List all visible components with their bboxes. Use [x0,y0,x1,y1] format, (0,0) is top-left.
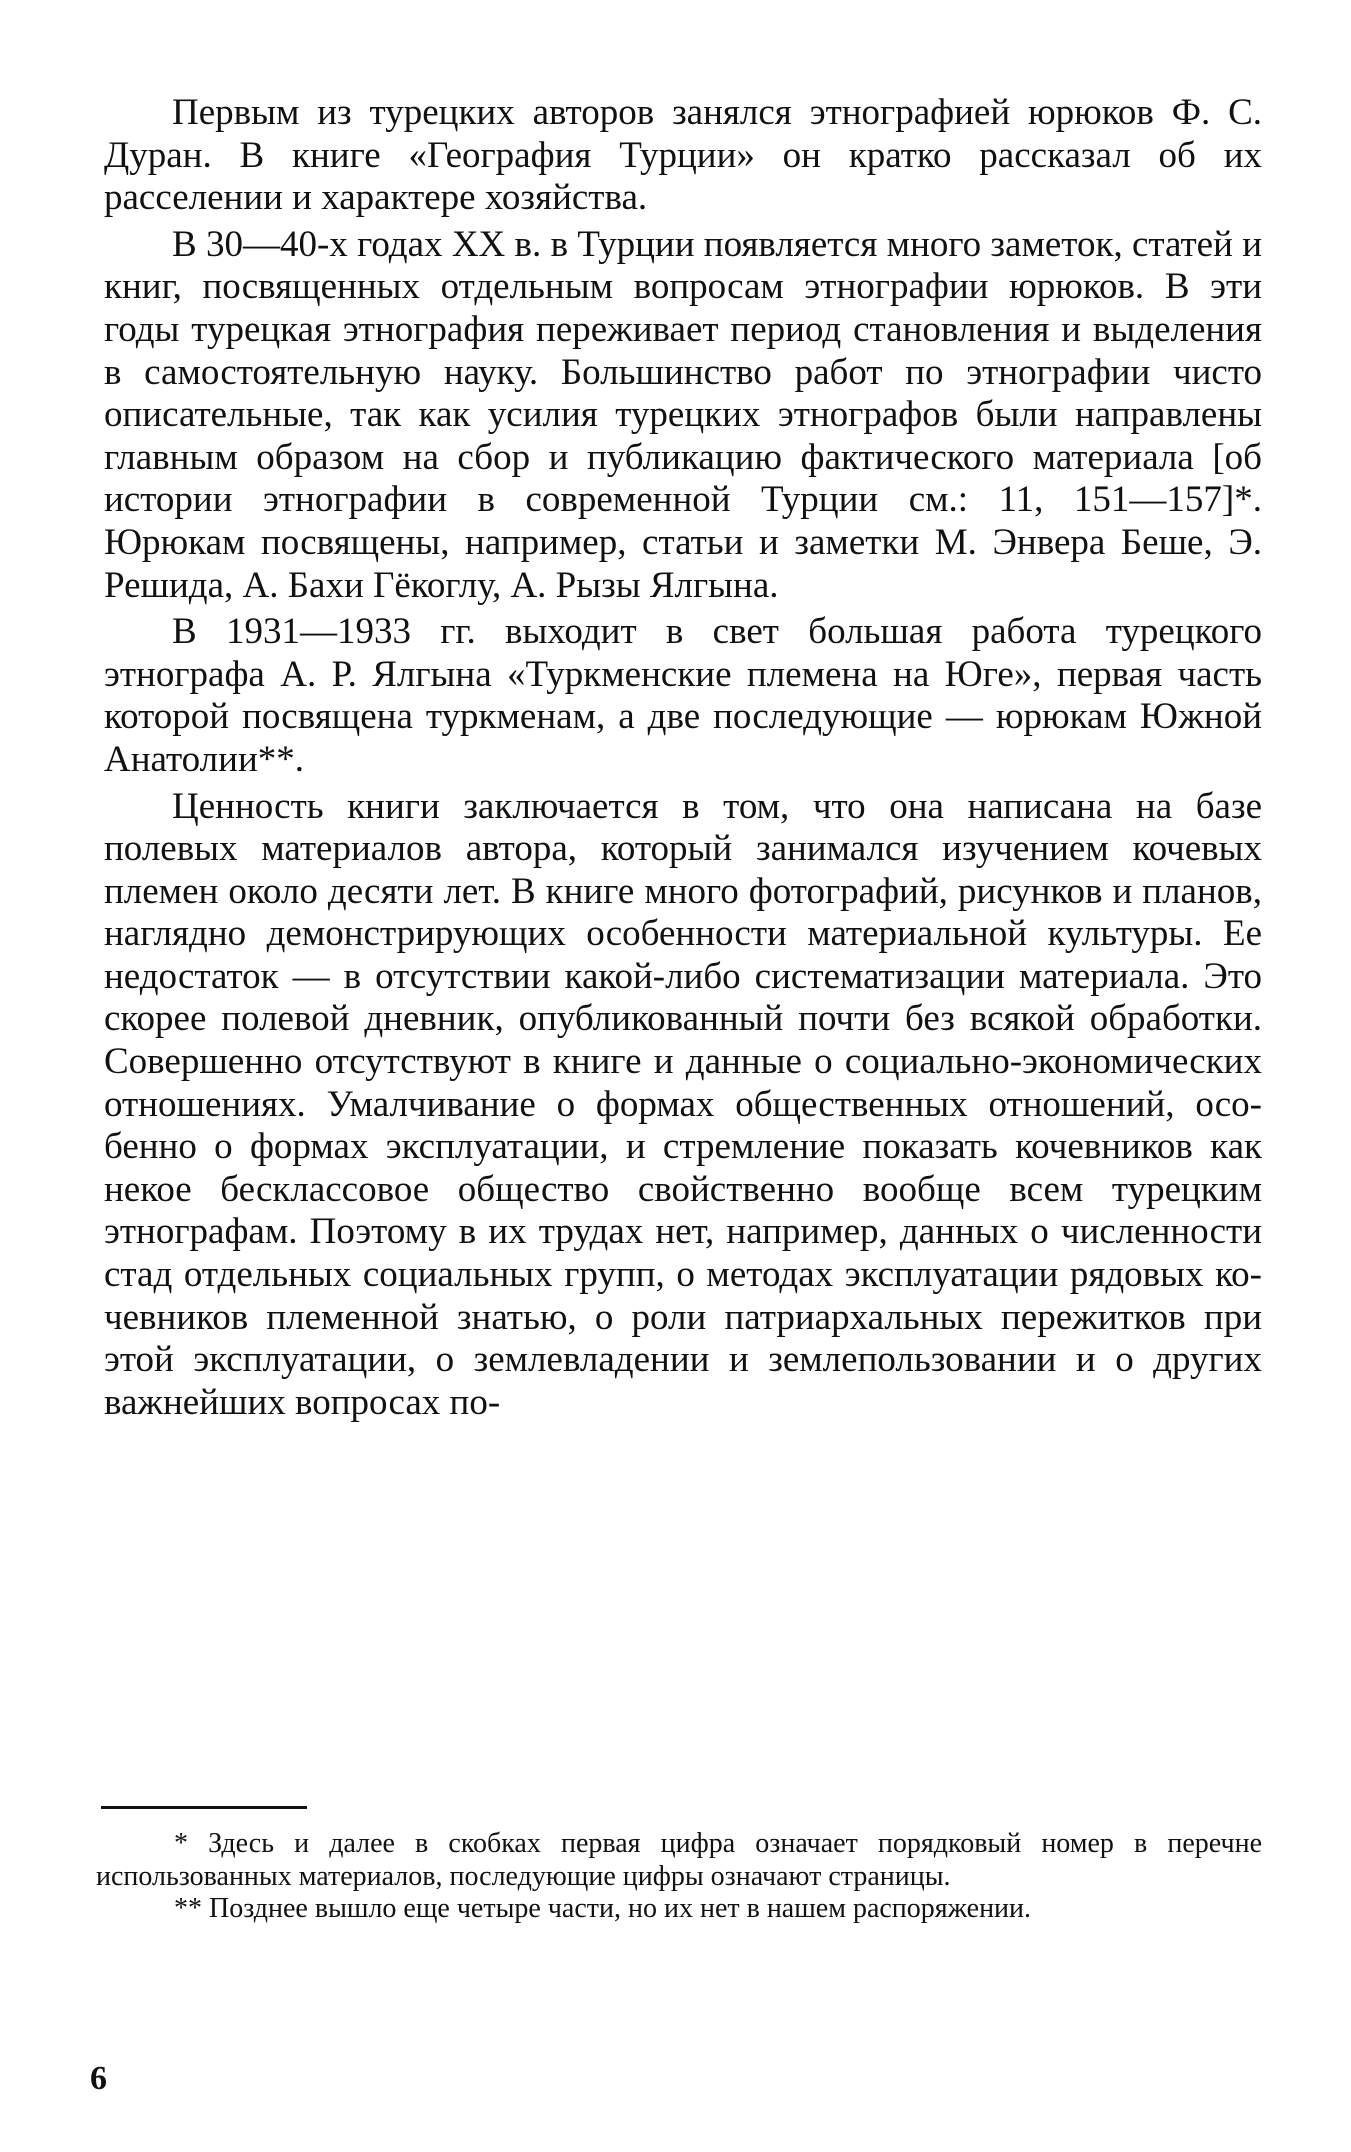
footnotes [96,1828,1262,1926]
paragraph-3: В 1931—1933 гг. выходит в свет большая работа турецкого этнографа А. Р. Ялгына «Туркменские племена на Юге», первая часть которой посвящена туркменам, а две последующие — юрюкам Южной Анатолии**. [104,611,1262,780]
main-text [104,92,1262,1428]
page-number: 6 [90,2060,107,2097]
paragraph-4: Ценность книги заключается в том, что она написана на базе полевых материалов автора, который занимался изучением кочевых племен около десяти лет. В книге много фотографий, рисунков и планов, наглядно демонстрирующих особенности материальной культуры. Ее недостаток — в отсутствии какой-либо систематизации материала. Это скорее полевой дневник, опубликованный почти без всякой обработки. Совершенно отсутствуют в книге и данные о социально-экономических отношениях. Умалчивание о формах общественных отношений, особенно о формах эксплуатации, и стремление показать кочевников как некое бесклассовое общество свойственно вообще всем турецким этнографам. Поэтому в их трудах нет, например, данных о численности стад отдельных социальных групп, о методах эксплуатации рядовых кочевников племенной знатью, о роли патриархальных пережитков при этой эксплуатации, о землевладении и землепользовании и о других важнейших вопросах по- [104,785,1262,1423]
footnote-separator [101,1806,307,1809]
paragraph-1: Первым из турецких авторов занялся этнографией юрюков Ф. С. Дуран. В книге «География Турции» он кратко рассказал об их расселении и характере хозяйства. [104,92,1262,219]
footnote-2: ** Позднее вышло еще четыре части, но их нет в нашем распоряжении. [174,1893,1032,1924]
paragraph-2: В 30—40-х годах XX в. в Турции появляется много заметок, статей и книг, посвященных отдельным вопросам этнографии юрюков. В эти годы турецкая этнография переживает период становления и выделения в самостоятельную науку. Большинство работ по этнографии чисто описательные, так как усилия турецких этнографов были направлены главным образом на сбор и публикацию фактического материала [об истории этнографии в современной Турции см.: 11, 151—157]*. Юрюкам посвящены, например, статьи и заметки М. Энвера Беше, Э. Решида, А. Бахи Гёкоглу, А. Рызы Ялгына. [104,223,1262,606]
footnote-1: * Здесь и далее в скобках первая цифра означает порядковый номер в перечне использованных материалов, последующие цифры означают страницы. [96,1828,1262,1892]
